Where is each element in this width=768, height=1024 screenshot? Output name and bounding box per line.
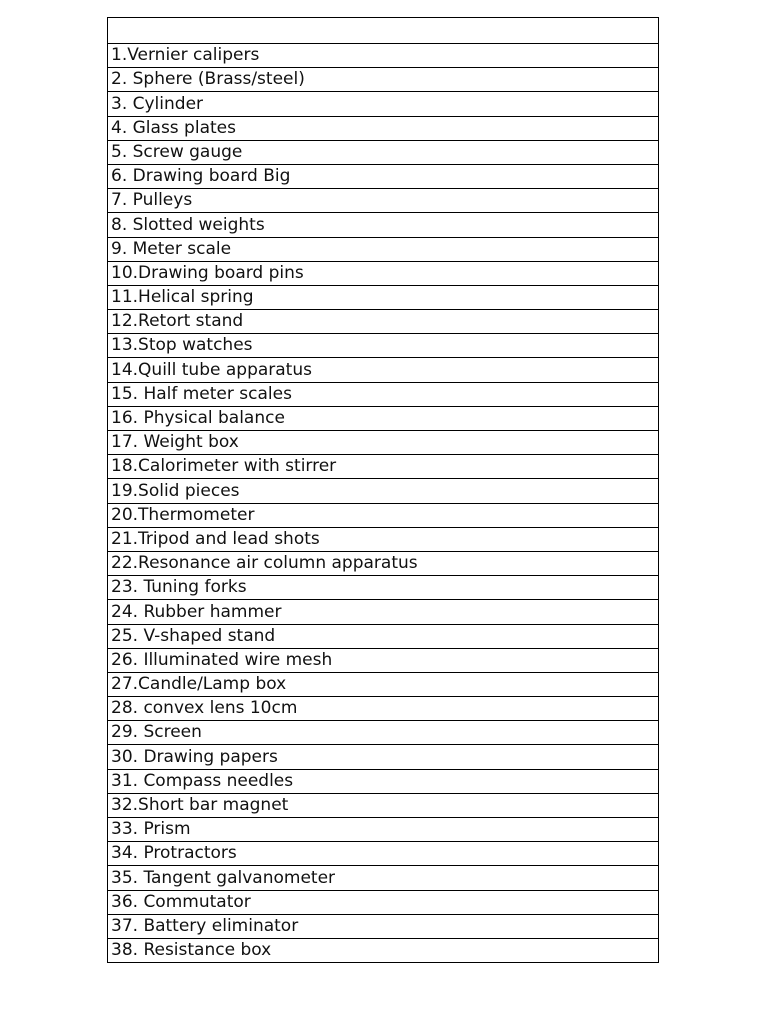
table-row [108, 285, 659, 309]
equipment-item-cell: 23. Tuning forks [108, 576, 659, 600]
equipment-item-cell: 11.Helical spring [108, 285, 659, 309]
table-row [108, 358, 659, 382]
equipment-item-cell: 22.Resonance air column apparatus [108, 551, 659, 575]
table-row [108, 600, 659, 624]
table-header-row [108, 18, 659, 44]
equipment-item-cell: 19.Solid pieces [108, 479, 659, 503]
table-row [108, 213, 659, 237]
table-row [108, 164, 659, 188]
table-row [108, 818, 659, 842]
table-row [108, 697, 659, 721]
table-row [108, 721, 659, 745]
equipment-item-cell: 15. Half meter scales [108, 382, 659, 406]
equipment-item-cell: 21.Tripod and lead shots [108, 527, 659, 551]
equipment-item-cell: 16. Physical balance [108, 406, 659, 430]
table-row [108, 769, 659, 793]
table-row [108, 914, 659, 938]
equipment-item-cell: 29. Screen [108, 721, 659, 745]
table-row [108, 44, 659, 68]
equipment-item-cell: 10.Drawing board pins [108, 261, 659, 285]
equipment-item-cell: 6. Drawing board Big [108, 164, 659, 188]
header-cell [108, 18, 659, 44]
equipment-item-cell: 1.Vernier calipers [108, 44, 659, 68]
equipment-item-cell: 18.Calorimeter with stirrer [108, 455, 659, 479]
table-row [108, 116, 659, 140]
table-row [108, 68, 659, 92]
equipment-item-cell: 5. Screw gauge [108, 140, 659, 164]
equipment-item-cell: 31. Compass needles [108, 769, 659, 793]
equipment-item-cell: 35. Tangent galvanometer [108, 866, 659, 890]
table-row [108, 92, 659, 116]
table-row [108, 842, 659, 866]
table-row [108, 431, 659, 455]
equipment-item-cell: 12.Retort stand [108, 310, 659, 334]
table-row [108, 648, 659, 672]
equipment-item-cell: 33. Prism [108, 818, 659, 842]
equipment-item-cell: 2. Sphere (Brass/steel) [108, 68, 659, 92]
equipment-item-cell: 17. Weight box [108, 431, 659, 455]
equipment-item-cell: 9. Meter scale [108, 237, 659, 261]
equipment-item-cell: 3. Cylinder [108, 92, 659, 116]
equipment-item-cell: 26. Illuminated wire mesh [108, 648, 659, 672]
equipment-item-cell: 8. Slotted weights [108, 213, 659, 237]
table-row [108, 866, 659, 890]
table-row [108, 261, 659, 285]
equipment-item-cell: 14.Quill tube apparatus [108, 358, 659, 382]
table-row [108, 479, 659, 503]
table-row [108, 237, 659, 261]
table-row [108, 406, 659, 430]
table-row [108, 382, 659, 406]
table-row [108, 527, 659, 551]
table-row [108, 310, 659, 334]
equipment-item-cell: 38. Resistance box [108, 938, 659, 962]
equipment-list-body [108, 18, 659, 963]
equipment-item-cell: 30. Drawing papers [108, 745, 659, 769]
equipment-item-cell: 13.Stop watches [108, 334, 659, 358]
table-row [108, 745, 659, 769]
equipment-item-cell: 36. Commutator [108, 890, 659, 914]
table-row [108, 503, 659, 527]
table-row [108, 334, 659, 358]
equipment-item-cell: 37. Battery eliminator [108, 914, 659, 938]
equipment-item-cell: 27.Candle/Lamp box [108, 672, 659, 696]
equipment-item-cell: 24. Rubber hammer [108, 600, 659, 624]
table-row [108, 551, 659, 575]
equipment-item-cell: 28. convex lens 10cm [108, 697, 659, 721]
table-row [108, 189, 659, 213]
table-row [108, 624, 659, 648]
equipment-item-cell: 34. Protractors [108, 842, 659, 866]
table-row [108, 455, 659, 479]
table-row [108, 793, 659, 817]
table-row [108, 140, 659, 164]
equipment-item-cell: 20.Thermometer [108, 503, 659, 527]
table-row [108, 672, 659, 696]
equipment-item-cell: 4. Glass plates [108, 116, 659, 140]
table-row [108, 576, 659, 600]
equipment-item-cell: 7. Pulleys [108, 189, 659, 213]
equipment-list-table [107, 17, 659, 963]
table-row [108, 938, 659, 962]
equipment-item-cell: 32.Short bar magnet [108, 793, 659, 817]
equipment-item-cell: 25. V-shaped stand [108, 624, 659, 648]
table-row [108, 890, 659, 914]
